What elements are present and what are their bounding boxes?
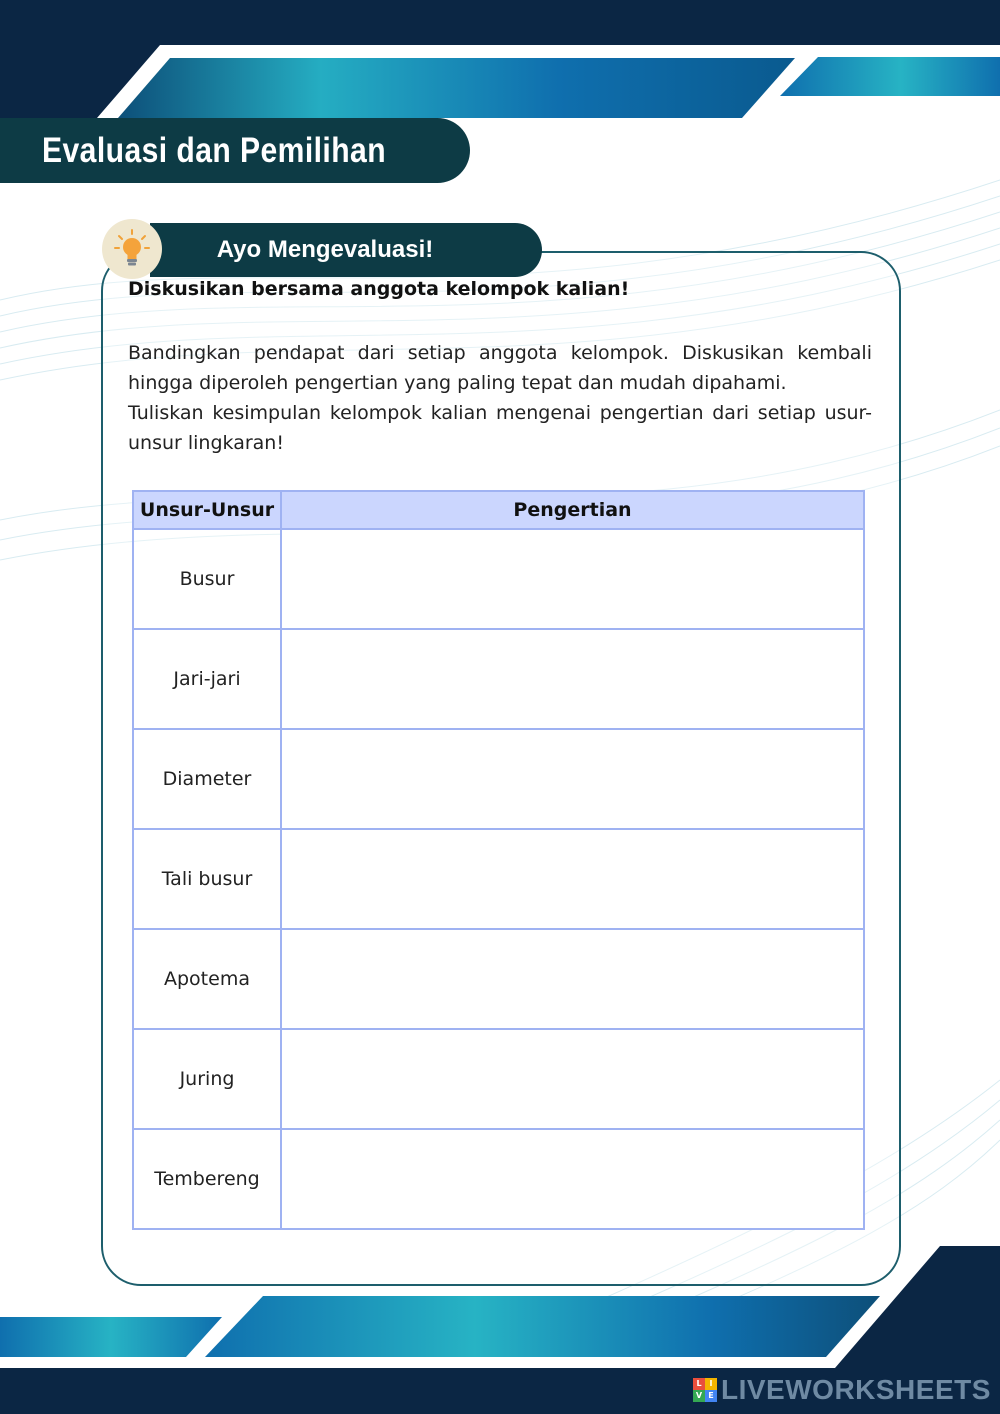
header-pengertian: Pengertian <box>281 491 864 529</box>
pengertian-input-cell[interactable] <box>281 529 864 629</box>
logo-text: LIVEWORKSHEETS <box>721 1374 991 1405</box>
logo-block-l: L <box>693 1378 705 1390</box>
table-row <box>133 1029 864 1129</box>
pengertian-input-cell[interactable] <box>281 629 864 729</box>
unsur-cell: Busur <box>133 529 281 629</box>
unsur-cell: Apotema <box>133 929 281 1029</box>
pengertian-input-cell[interactable] <box>281 929 864 1029</box>
lightbulb-icon <box>110 227 154 271</box>
unsur-cell: Tali busur <box>133 829 281 929</box>
unsur-cell: Diameter <box>133 729 281 829</box>
header-unsur: Unsur-Unsur <box>133 491 281 529</box>
definition-table <box>132 490 865 1230</box>
table-row <box>133 629 864 729</box>
pengertian-input-cell[interactable] <box>281 829 864 929</box>
instruction-paragraph <box>128 338 872 458</box>
logo-blocks-icon <box>693 1378 717 1402</box>
logo-block-v: V <box>693 1390 705 1402</box>
logo-block-i: I <box>705 1378 717 1390</box>
table-row <box>133 1129 864 1229</box>
liveworksheets-logo <box>693 1374 991 1405</box>
pengertian-input-cell[interactable] <box>281 1129 864 1229</box>
table-header-row <box>133 491 864 529</box>
unsur-cell: Tembereng <box>133 1129 281 1229</box>
instruction-heading: Diskusikan bersama anggota kelompok kalian! <box>128 278 630 300</box>
pengertian-input-cell[interactable] <box>281 729 864 829</box>
table-row <box>133 729 864 829</box>
table-row <box>133 529 864 629</box>
instruction-paragraph-1: Bandingkan pendapat dari setiap anggota kelompok. Diskusikan kembali hingga diperoleh pengertian yang paling tepat dan mudah dipahami. <box>128 342 872 394</box>
table-row <box>133 929 864 1029</box>
logo-block-e: E <box>705 1390 717 1402</box>
unsur-cell: Juring <box>133 1029 281 1129</box>
table-row <box>133 829 864 929</box>
page-title: Evaluasi dan Pemilihan <box>42 131 387 170</box>
pengertian-input-cell[interactable] <box>281 1029 864 1129</box>
instruction-paragraph-2: Tuliskan kesimpulan kelompok kalian mengenai pengertian dari setiap usur-unsur lingkaran! <box>128 402 872 454</box>
section-badge-label: Ayo Mengevaluasi! <box>216 236 434 263</box>
unsur-cell: Jari-jari <box>133 629 281 729</box>
